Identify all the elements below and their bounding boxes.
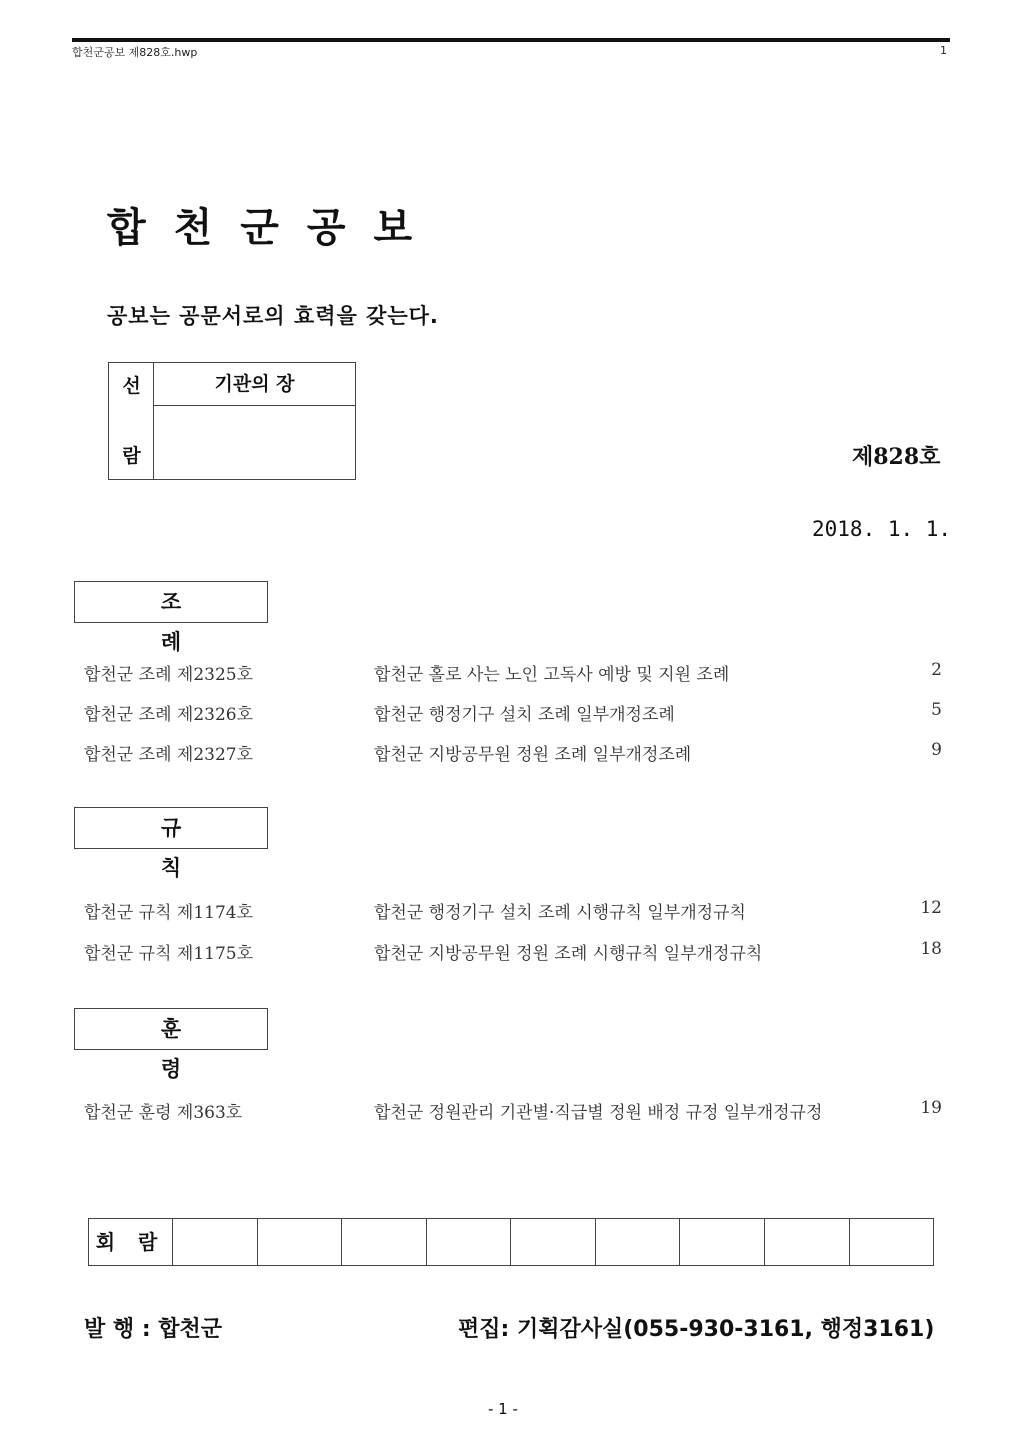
toc-title: 합천군 행정기구 설치 조례 일부개정조례 (374, 705, 675, 725)
circulation-table (88, 1218, 934, 1266)
toc-ref: 합천군 규칙 제1175호 (84, 944, 254, 964)
toc-ref: 합천군 조례 제2325호 (84, 665, 254, 685)
issue-date: 2018. 1. 1. (812, 517, 952, 541)
section-heading-rule: 규 칙 (74, 807, 268, 849)
toc-ref: 합천군 규칙 제1174호 (84, 903, 254, 923)
toc-page: 19 (920, 1098, 942, 1118)
toc-title: 합천군 정원관리 기관별·직급별 정원 배정 규정 일부개정규정 (374, 1103, 823, 1123)
review-box-heading: 기관의 장 (154, 363, 355, 406)
header-rule (72, 38, 950, 42)
toc-row[interactable] (84, 1098, 954, 1122)
review-box-side (109, 363, 154, 479)
publication-subtitle: 공보는 공문서로의 효력을 갖는다. (107, 304, 439, 328)
publisher: 발 행 : 합천군 (84, 1317, 223, 1342)
running-page-number: 1 (940, 44, 947, 57)
review-box (108, 362, 356, 480)
toc-page: 5 (931, 700, 942, 720)
toc-title: 합천군 지방공무원 정원 조례 시행규칙 일부개정규칙 (374, 944, 763, 964)
toc-page: 2 (931, 660, 942, 680)
toc-ref: 합천군 조례 제2327호 (84, 745, 254, 765)
review-box-char-top: 선 (122, 375, 141, 397)
page-number: - 1 - (488, 1400, 518, 1418)
circulation-cell (765, 1219, 850, 1265)
circulation-cell (596, 1219, 681, 1265)
review-box-char-bottom: 람 (122, 445, 141, 467)
toc-page: 12 (920, 898, 942, 918)
circulation-cell (258, 1219, 343, 1265)
toc-row[interactable] (84, 660, 954, 684)
editor-contact: 편집: 기획감사실(055-930-3161, 행정3161) (458, 1317, 935, 1342)
circulation-cell (511, 1219, 596, 1265)
toc-page: 9 (931, 740, 942, 760)
section-heading-directive: 훈 령 (74, 1008, 268, 1050)
toc-page: 18 (920, 939, 942, 959)
toc-row[interactable] (84, 700, 954, 724)
circulation-label: 회 람 (89, 1219, 173, 1265)
toc-title: 합천군 행정기구 설치 조례 시행규칙 일부개정규칙 (374, 903, 746, 923)
circulation-cell (680, 1219, 765, 1265)
toc-row[interactable] (84, 939, 954, 963)
circulation-cell (427, 1219, 512, 1265)
toc-ref: 합천군 조례 제2326호 (84, 705, 254, 725)
circulation-cell (173, 1219, 258, 1265)
circulation-cell (342, 1219, 427, 1265)
toc-title: 합천군 지방공무원 정원 조례 일부개정조례 (374, 745, 692, 765)
circulation-cell (850, 1219, 934, 1265)
publication-title: 합천군공보 (107, 205, 441, 251)
section-heading-ordinance: 조 례 (74, 581, 268, 623)
toc-row[interactable] (84, 898, 954, 922)
toc-title: 합천군 홀로 사는 노인 고독사 예방 및 지원 조례 (374, 665, 730, 685)
file-name: 합천군공보 제828호.hwp (72, 46, 198, 59)
toc-row[interactable] (84, 740, 954, 764)
toc-ref: 합천군 훈령 제363호 (84, 1103, 243, 1123)
issue-number: 제828호 (852, 444, 941, 470)
